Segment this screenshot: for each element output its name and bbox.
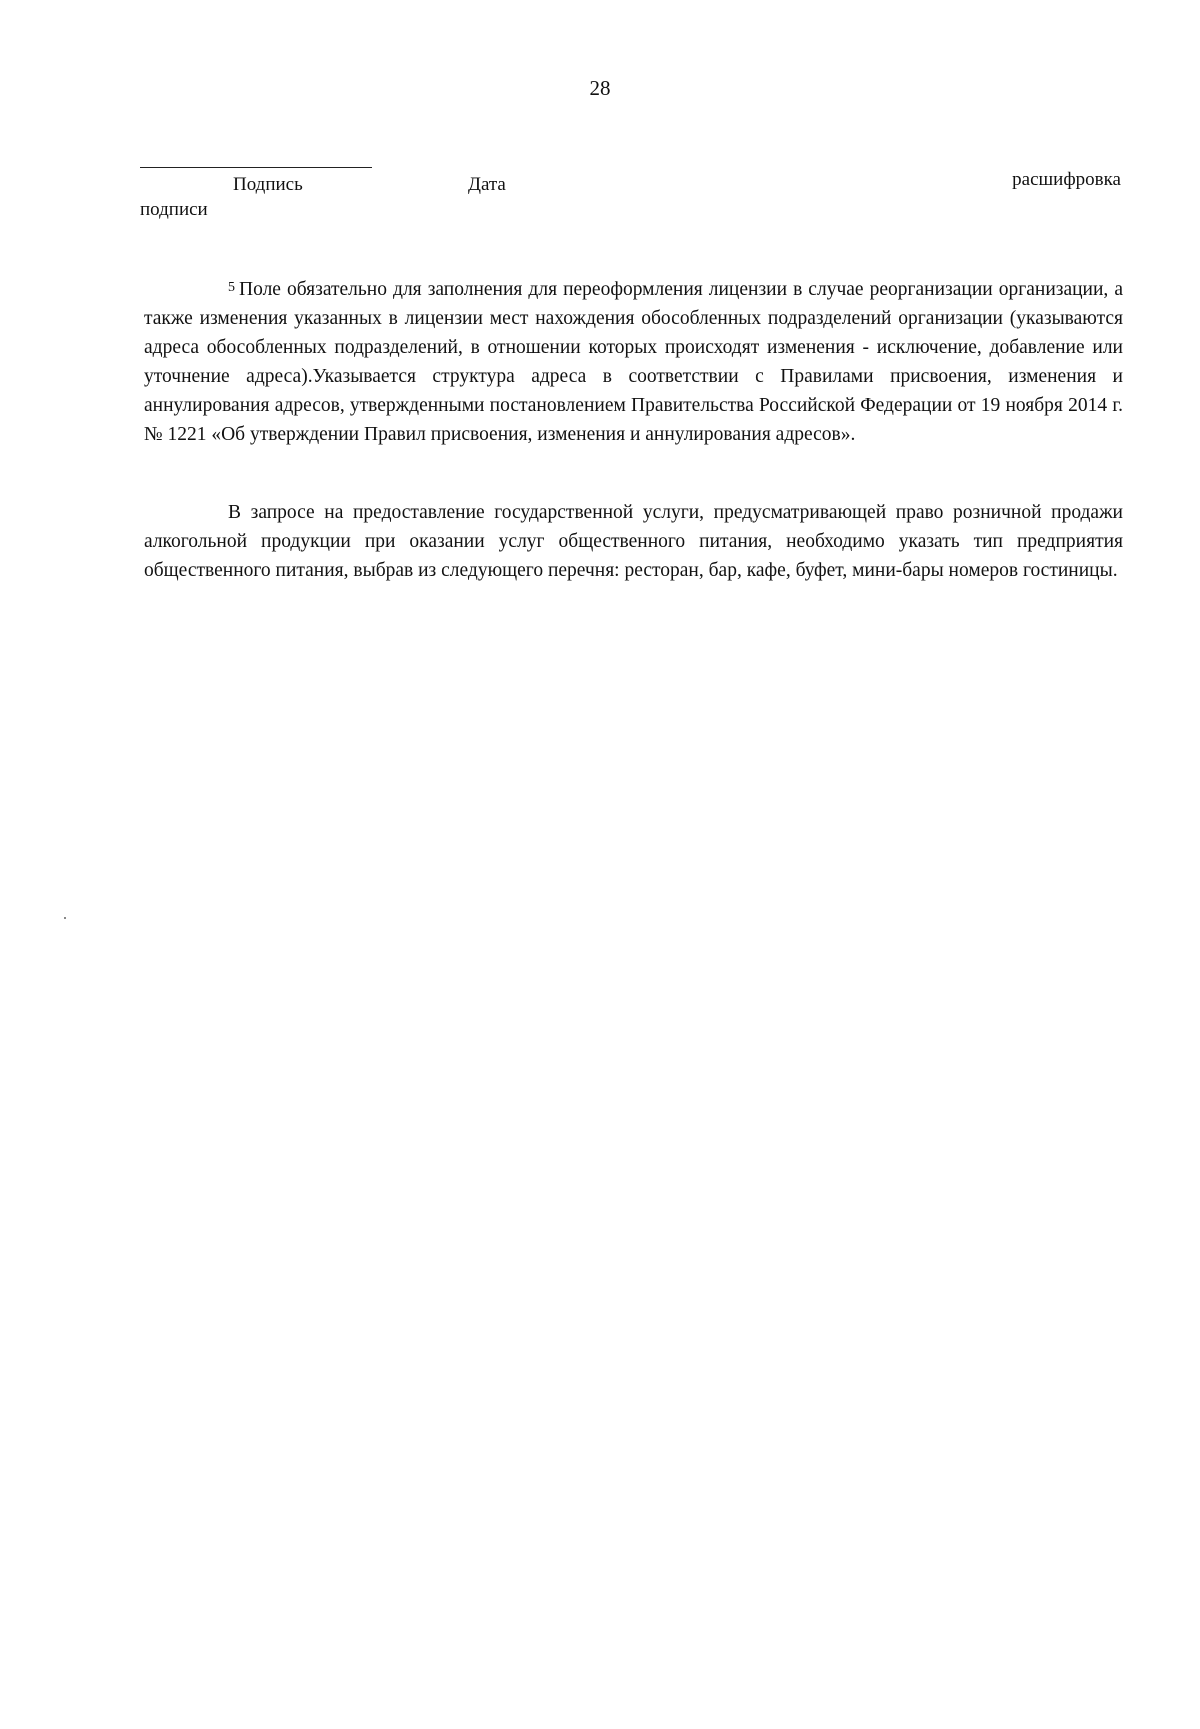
date-label: Дата (468, 174, 506, 195)
signature-line (140, 167, 372, 168)
body-paragraph (144, 498, 1123, 585)
scan-speck (64, 917, 66, 919)
decoding-label-continuation: подписи (140, 199, 208, 220)
footnote (144, 275, 1123, 449)
page-number: 28 (589, 76, 611, 100)
footnote-mark: 5 (228, 280, 235, 295)
decoding-label: расшифровка (1012, 169, 1121, 190)
paragraph-text: В запросе на предоставление государственной услуги, предусматривающей право розничной продажи алкогольной продукции при оказании услуг общественного питания, необходимо указать тип предприятия общественного питания, выбрав из следующего перечня: ресторан, бар, кафе, буфет, мини-бары номеров гостиницы. (144, 502, 1123, 581)
signature-label: Подпись (233, 174, 303, 195)
footnote-text: Поле обязательно для заполнения для переоформления лицензии в случае реорганизации организации, а также изменения указанных в лицензии мест нахождения обособленных подразделений организации (указываются адреса обособленных подразделений, в отношении которых происходят изменения - исключение, добавление или уточнение адреса).Указывается структура адреса в соответствии с Правилами присвоения, изменения и аннулирования адресов, утвержденными постановлением Правительства Российской Федерации от 19 ноября 2014 г. № 1221 «Об утверждении Правил присвоения, изменения и аннулирования адресов». (144, 279, 1123, 445)
